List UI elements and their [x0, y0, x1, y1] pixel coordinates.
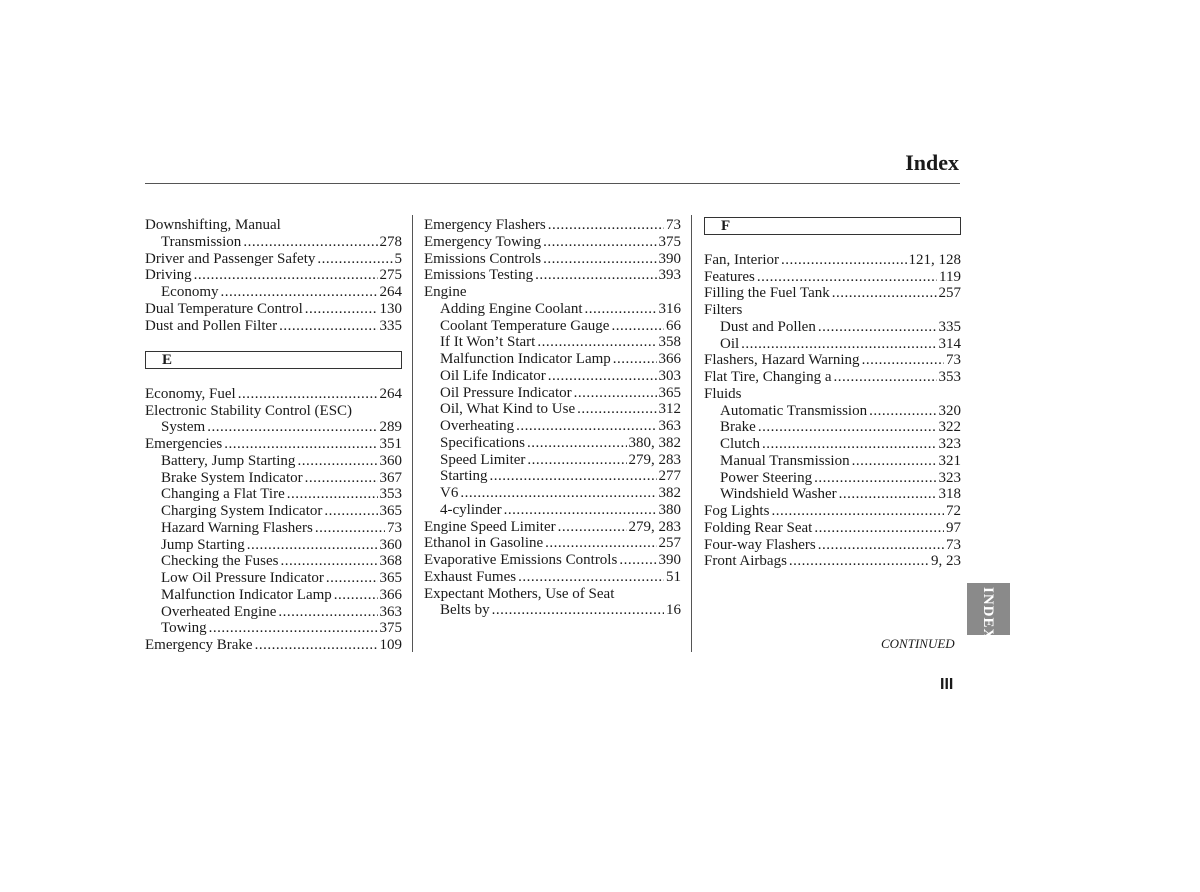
entry-text: Filling the Fuel Tank [704, 285, 830, 302]
entry-text: Malfunction Indicator Lamp [161, 586, 332, 603]
page-reference[interactable]: 365 [379, 570, 402, 586]
entry-text: Jump Starting [161, 536, 245, 553]
entry-text: Fan, Interior [704, 251, 779, 268]
entry-text: Emergency Flashers [424, 217, 546, 233]
index-subentry[interactable] [704, 453, 961, 470]
index-subentry[interactable] [424, 502, 681, 519]
dot-leader [490, 468, 657, 485]
index-section-tab[interactable] [967, 583, 1010, 641]
dot-leader [504, 502, 657, 519]
entry-text: Clutch [720, 436, 760, 452]
entry-text: Evaporative Emissions Controls [424, 552, 618, 568]
index-subentry[interactable] [424, 318, 681, 335]
entry-text: Front Airbags [704, 553, 787, 570]
dot-leader [279, 318, 377, 335]
dot-leader [537, 334, 656, 351]
index-entry[interactable] [145, 637, 402, 654]
index-subentry[interactable] [424, 468, 681, 485]
page-reference[interactable]: 279, 283 [628, 451, 681, 468]
index-entry[interactable] [704, 352, 961, 369]
index-entry[interactable] [145, 436, 402, 453]
page-title: Index [905, 150, 959, 175]
entry-text: Features [704, 268, 755, 285]
page-reference[interactable]: 16 [666, 602, 681, 619]
index-heading: Expectant Mothers, Use of Seat [424, 585, 615, 602]
entry-text: Oil, What Kind to Use [440, 401, 576, 418]
page-reference[interactable]: 320 [938, 402, 961, 419]
page-reference[interactable]: 375 [379, 620, 402, 637]
index-heading: Filters [704, 302, 743, 318]
dot-leader [832, 285, 937, 302]
entry-text: Brake System Indicator [161, 469, 303, 486]
dot-leader [862, 352, 944, 369]
dot-leader [818, 537, 944, 554]
page-reference[interactable]: 73 [946, 536, 961, 553]
entry-text: Driver and Passenger Safety [145, 250, 316, 267]
entry-text: Dust and Pollen Filter [145, 317, 278, 334]
dot-leader [814, 520, 944, 537]
entry-text: Towing [161, 620, 207, 637]
dot-leader [543, 251, 656, 268]
index-entry[interactable] [424, 552, 681, 569]
index-subentry[interactable] [145, 453, 402, 470]
page-reference[interactable]: 335 [379, 317, 402, 334]
index-subentry[interactable] [145, 503, 402, 520]
entry-text: Oil [720, 335, 740, 352]
index-column-2 [424, 217, 681, 619]
entry-text: Low Oil Pressure Indicator [161, 570, 324, 586]
index-subentry[interactable] [145, 587, 402, 604]
entry-text: Flashers, Hazard Warning [704, 352, 860, 369]
index-subentry[interactable] [704, 486, 961, 503]
dot-leader [852, 453, 937, 470]
page-reference[interactable]: 322 [938, 419, 961, 436]
index-subentry[interactable] [145, 570, 402, 587]
dot-leader [535, 267, 656, 284]
page-reference[interactable]: 390 [658, 250, 681, 267]
page-reference[interactable]: 366 [658, 351, 681, 367]
dot-leader [757, 269, 937, 286]
page-reference[interactable]: 289 [379, 419, 402, 436]
index-heading: Engine [424, 284, 467, 300]
index-subentry[interactable] [424, 435, 681, 452]
page-reference[interactable]: 358 [658, 334, 681, 351]
page-reference[interactable]: 323 [938, 469, 961, 486]
dot-leader [548, 368, 657, 385]
page-reference[interactable]: 363 [379, 603, 402, 620]
index-entry[interactable] [424, 217, 681, 234]
index-subentry[interactable] [145, 470, 402, 487]
page-reference[interactable]: 279, 283 [628, 518, 681, 535]
dot-leader [281, 553, 378, 570]
index-entry[interactable] [145, 251, 402, 268]
page-reference[interactable]: 316 [658, 300, 681, 317]
index-subentry[interactable] [145, 604, 402, 621]
entry-text: Starting [440, 468, 488, 485]
index-subentry[interactable] [704, 470, 961, 487]
dot-leader [574, 385, 657, 402]
index-entry[interactable] [704, 520, 961, 537]
section-letter-header: F [704, 217, 961, 235]
page-reference[interactable]: 257 [938, 285, 961, 302]
page-reference[interactable]: 73 [666, 217, 681, 233]
entry-text: Changing a Flat Tire [161, 486, 285, 503]
dot-leader [585, 301, 657, 318]
entry-text: If It Won’t Start [440, 334, 536, 351]
entry-text: Emergency Towing [424, 233, 542, 250]
dot-leader [814, 470, 936, 487]
entry-text: Belts by [440, 602, 490, 619]
index-subentry[interactable] [145, 486, 402, 503]
entry-text: Windshield Washer [720, 486, 837, 503]
dot-leader [818, 319, 937, 336]
index-subentry[interactable] [704, 436, 961, 453]
page-reference[interactable]: 365 [658, 384, 681, 401]
entry-text: Battery, Jump Starting [161, 452, 296, 469]
entry-text: 4-cylinder [440, 501, 502, 518]
dot-leader [326, 570, 378, 587]
dot-leader [317, 251, 392, 268]
page-reference[interactable]: 109 [379, 637, 402, 653]
entry-text: Folding Rear Seat [704, 519, 813, 536]
page-reference[interactable]: 390 [658, 552, 681, 568]
index-subentry[interactable] [424, 385, 681, 402]
index-entry[interactable] [424, 535, 681, 552]
page-reference[interactable]: 380 [658, 501, 681, 518]
dot-leader [324, 503, 377, 520]
index-subentry[interactable] [424, 301, 681, 318]
dot-leader [548, 217, 664, 234]
section-letter-header: E [145, 351, 402, 369]
index-entry[interactable] [704, 537, 961, 554]
dot-leader [527, 452, 626, 469]
page-reference[interactable]: 9, 23 [931, 553, 961, 570]
entry-text: Automatic Transmission [720, 402, 868, 419]
dot-leader [224, 436, 377, 453]
entry-text: Oil Life Indicator [440, 367, 546, 384]
page-reference[interactable]: 66 [666, 317, 681, 334]
page-reference[interactable]: 278 [379, 233, 402, 250]
spacer [145, 334, 402, 351]
page-reference[interactable]: 277 [658, 468, 681, 485]
index-subentry[interactable] [145, 234, 402, 251]
entry-text: Brake [720, 419, 756, 436]
dot-leader [287, 486, 378, 503]
page-reference[interactable]: 323 [938, 436, 961, 452]
page-reference[interactable]: 360 [379, 536, 402, 553]
page-reference[interactable]: 5 [394, 250, 402, 267]
entry-text: Emissions Controls [424, 250, 542, 267]
entry-text: Engine Speed Limiter [424, 518, 556, 535]
index-subentry[interactable] [424, 418, 681, 435]
dot-leader [558, 519, 627, 536]
index-entry[interactable] [145, 267, 402, 284]
entry-text: Flat Tire, Changing a [704, 369, 832, 385]
dot-leader [527, 435, 627, 452]
page-reference[interactable]: 121, 128 [908, 251, 961, 268]
page-reference[interactable]: 360 [379, 452, 402, 469]
entry-text: Charging System Indicator [161, 503, 323, 519]
index-entry[interactable] [145, 318, 402, 335]
index-subentry[interactable] [704, 319, 961, 336]
index-entry[interactable] [704, 252, 961, 269]
page-reference[interactable]: 380, 382 [628, 434, 681, 451]
index-entry[interactable] [704, 503, 961, 520]
dot-leader [305, 470, 378, 487]
page-reference[interactable]: 318 [938, 486, 961, 503]
entry-text: Driving [145, 267, 192, 284]
index-entry[interactable] [145, 386, 402, 403]
dot-leader [869, 403, 936, 420]
page-reference[interactable]: 353 [938, 369, 961, 385]
dot-leader [619, 552, 656, 569]
index-subentry[interactable] [424, 368, 681, 385]
entry-text: Economy [161, 284, 219, 300]
entry-text: Specifications [440, 434, 525, 451]
index-subentry[interactable] [424, 452, 681, 469]
entry-text: Ethanol in Gasoline [424, 535, 544, 552]
dot-leader [771, 503, 944, 520]
dot-leader [762, 436, 937, 453]
entry-text: Emissions Testing [424, 267, 534, 284]
page-reference[interactable]: 275 [379, 267, 402, 284]
dot-leader [611, 318, 664, 335]
entry-text: Exhaust Fumes [424, 568, 517, 585]
dot-leader [789, 553, 929, 570]
index-tab-label: INDEX [980, 587, 996, 641]
page-reference[interactable]: 119 [939, 268, 961, 285]
index-subentry[interactable] [145, 553, 402, 570]
dot-leader [577, 401, 656, 418]
entry-text: Speed Limiter [440, 451, 526, 468]
title-rule [145, 183, 960, 184]
page-reference[interactable]: 51 [666, 568, 681, 585]
entry-text: Adding Engine Coolant [440, 300, 583, 317]
index-column-1 [145, 217, 402, 654]
page-reference[interactable]: 257 [658, 535, 681, 552]
page-reference[interactable]: 351 [379, 436, 402, 452]
page-reference[interactable]: 367 [379, 469, 402, 486]
page-reference[interactable]: 73 [387, 519, 402, 536]
dot-leader [613, 351, 657, 368]
index-subentry[interactable] [145, 520, 402, 537]
index-heading: Electronic Stability Control (ESC) [145, 402, 353, 419]
index-column-3 [704, 217, 961, 570]
index-subentry[interactable] [704, 336, 961, 353]
index-subentry[interactable] [424, 602, 681, 619]
page-reference[interactable]: 130 [379, 300, 402, 317]
dot-leader [460, 485, 656, 502]
entry-text: Overheating [440, 418, 515, 434]
page-reference[interactable]: 375 [658, 233, 681, 250]
column-divider [412, 215, 413, 652]
dot-leader [758, 419, 937, 436]
dot-leader [834, 369, 937, 386]
entry-text: Checking the Fuses [161, 553, 279, 570]
page-reference[interactable]: 335 [938, 318, 961, 335]
page-reference[interactable]: 314 [938, 335, 961, 352]
index-entry[interactable] [424, 251, 681, 268]
entry-text: Oil Pressure Indicator [440, 384, 572, 401]
dot-leader [207, 419, 377, 436]
entry-text: Overheated Engine [161, 603, 277, 620]
page-reference[interactable]: 363 [658, 418, 681, 434]
index-entry[interactable] [424, 234, 681, 251]
dot-leader [221, 284, 378, 301]
entry-text: Fog Lights [704, 503, 770, 519]
page-reference[interactable]: 97 [946, 519, 961, 536]
page-reference[interactable]: 264 [379, 284, 402, 300]
entry-text: Hazard Warning Flashers [161, 519, 313, 536]
column-divider [691, 215, 692, 652]
entry-text: Four-way Flashers [704, 536, 816, 553]
dot-leader [741, 336, 936, 353]
entry-text: Manual Transmission [720, 452, 850, 469]
dot-leader [255, 637, 378, 654]
dot-leader [297, 453, 377, 470]
index-subentry[interactable] [424, 334, 681, 351]
dot-leader [278, 604, 377, 621]
page-reference[interactable]: 72 [946, 503, 961, 519]
dot-leader [518, 569, 664, 586]
entry-text: Dual Temperature Control [145, 300, 303, 317]
page-reference[interactable]: 365 [379, 503, 402, 519]
dot-leader [781, 252, 907, 269]
dot-leader [194, 267, 378, 284]
page-reference[interactable]: 353 [379, 486, 402, 503]
entry-text: System [161, 419, 206, 436]
index-heading: Fluids [704, 385, 742, 402]
entry-text: Power Steering [720, 469, 813, 486]
entry-text: Malfunction Indicator Lamp [440, 351, 611, 367]
index-subentry[interactable] [704, 403, 961, 420]
entry-text: Emergency Brake [145, 637, 253, 653]
page-reference[interactable]: 312 [658, 401, 681, 418]
entry-text: Emergencies [145, 436, 223, 452]
page-number: III [940, 676, 954, 693]
dot-leader [334, 587, 378, 604]
index-subentry[interactable] [424, 351, 681, 368]
dot-leader [238, 386, 378, 403]
index-subentry[interactable] [424, 401, 681, 418]
index-subentry[interactable] [145, 537, 402, 554]
index-entry[interactable] [704, 269, 961, 286]
dot-leader [209, 620, 378, 637]
page-reference[interactable]: 303 [658, 367, 681, 384]
entry-text: Dust and Pollen [720, 318, 816, 335]
index-entry[interactable] [704, 285, 961, 302]
dot-leader [305, 301, 378, 318]
dot-leader [839, 486, 937, 503]
index-subentry[interactable] [145, 284, 402, 301]
page-reference[interactable]: 264 [379, 385, 402, 402]
index-entry[interactable] [424, 519, 681, 536]
page-reference[interactable]: 73 [946, 352, 961, 369]
index-subentry[interactable] [145, 620, 402, 637]
index-entry[interactable] [424, 569, 681, 586]
index-entry[interactable] [704, 369, 961, 386]
page-reference[interactable]: 366 [379, 586, 402, 603]
index-heading: Downshifting, Manual [145, 217, 281, 233]
index-entry[interactable] [704, 553, 961, 570]
page-reference[interactable]: 321 [938, 452, 961, 469]
entry-text: V6 [440, 485, 459, 501]
dot-leader [516, 418, 656, 435]
entry-text: Economy, Fuel [145, 385, 236, 402]
entry-text: Transmission [161, 233, 242, 250]
dot-leader [315, 520, 385, 537]
index-entry[interactable] [424, 267, 681, 284]
index-subentry[interactable] [424, 485, 681, 502]
index-subentry[interactable] [145, 419, 402, 436]
entry-text: Coolant Temperature Gauge [440, 317, 610, 334]
dot-leader [492, 602, 664, 619]
page-reference[interactable]: 393 [658, 267, 681, 284]
dot-leader [543, 234, 656, 251]
dot-leader [243, 234, 377, 251]
index-entry[interactable] [145, 301, 402, 318]
dot-leader [545, 535, 656, 552]
index-subentry[interactable] [704, 419, 961, 436]
page-reference[interactable]: 368 [379, 553, 402, 570]
dot-leader [247, 537, 378, 554]
page-reference[interactable]: 382 [658, 485, 681, 501]
continued-note: CONTINUED [881, 636, 955, 651]
